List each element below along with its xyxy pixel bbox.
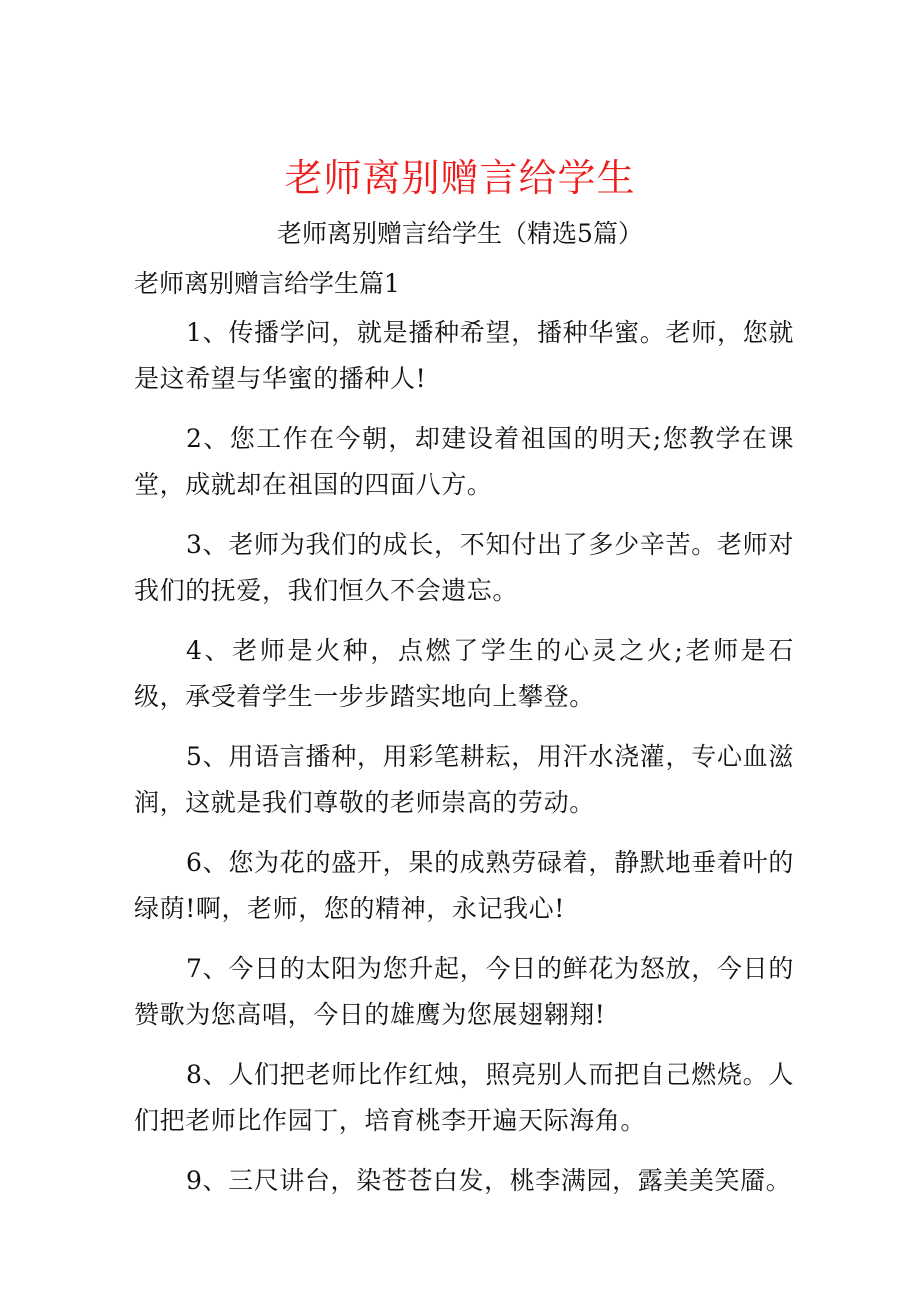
list-item: 8、人们把老师比作红烛，照亮别人而把自己燃烧。人们把老师比作园丁，培育桃李开遍天际海角。	[134, 1060, 794, 1135]
content-list	[134, 310, 794, 1218]
list-item: 1、传播学问，就是播种希望，播种华蜜。老师，您就是这希望与华蜜的播种人!	[134, 318, 794, 393]
list-item: 2、您工作在今朝，却建设着祖国的明天;您教学在课堂，成就却在祖国的四面八方。	[134, 424, 794, 499]
list-item: 6、您为花的盛开，果的成熟劳碌着，静默地垂着叶的绿荫!啊，老师，您的精神，永记我心!	[134, 848, 794, 923]
section-heading: 老师离别赠言给学生篇1	[134, 269, 400, 298]
document-title: 老师离别赠言给学生	[284, 156, 636, 200]
list-item: 5、用语言播种，用彩笔耕耘，用汗水浇灌，专心血滋润，这就是我们尊敬的老师崇高的劳动。	[134, 742, 794, 817]
document-subtitle: 老师离别赠言给学生（精选5篇）	[277, 219, 643, 248]
list-item: 9、三尺讲台，染苍苍白发，桃李满园，露美美笑靥。	[186, 1166, 792, 1195]
list-item: 7、今日的太阳为您升起，今日的鲜花为怒放，今日的赞歌为您高唱，今日的雄鹰为您展翅翱翔!	[134, 954, 794, 1029]
list-item: 3、老师为我们的成长，不知付出了多少辛苦。老师对我们的抚爱，我们恒久不会遗忘。	[134, 530, 794, 605]
list-item: 4、老师是火种，点燃了学生的心灵之火;老师是石级，承受着学生一步步踏实地向上攀登。	[134, 636, 794, 711]
